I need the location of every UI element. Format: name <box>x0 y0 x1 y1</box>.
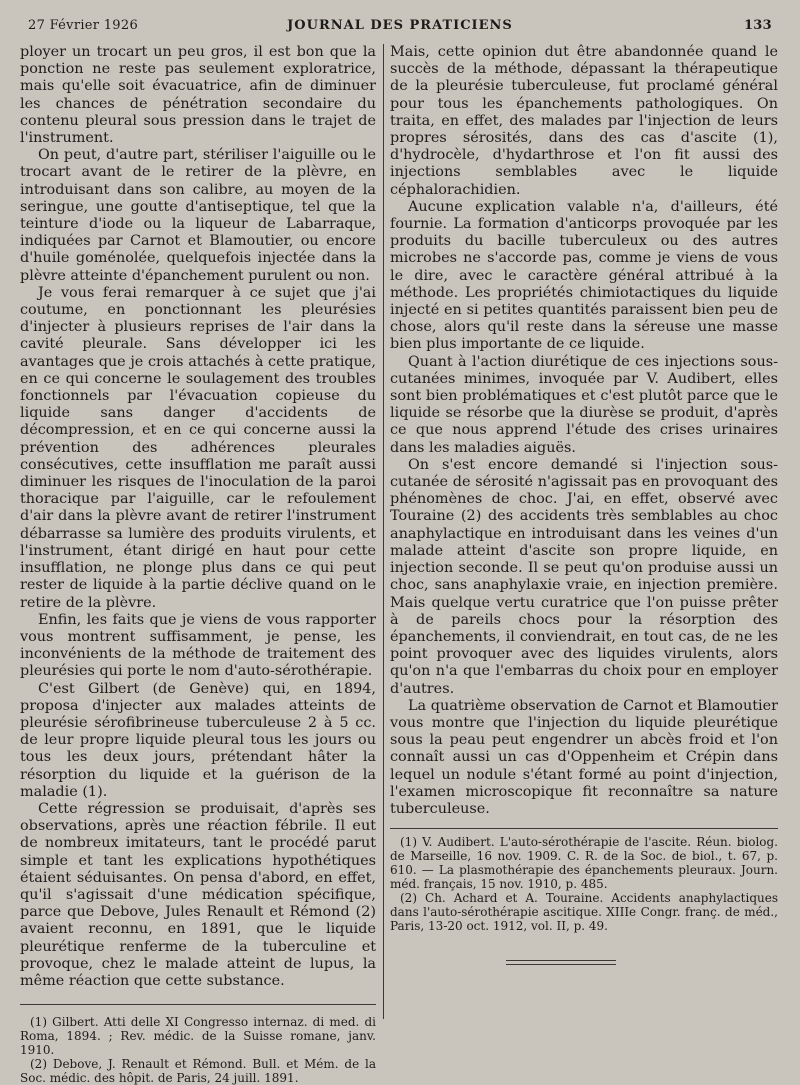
page-number: 133 <box>743 18 772 33</box>
header-date: 27 Février 1926 <box>28 18 139 33</box>
footnote: (2) Ch. Achard et A. Touraine. Accidents anaphylactiques dans l'auto-sérothérapie ascitique. XIIIe Congr. franç. de méd., Paris, 13-20 oct. 1912, vol. II, p. 49. <box>390 891 778 934</box>
footnote: (1) Gilbert. Atti delle XI Congresso internaz. di med. di Roma, 1894. ; Rev. médic. de la Suisse romane, janv. 1910. <box>20 1015 376 1058</box>
paragraph: Cette régression se produisait, d'après ses observations, après une réaction fébrile. Il eut de nombreux imitateurs, tant le procédé parut simple et tant les explications hypothétiques étaient séduisantes. On pensa d'abord, en effet, qu'il s'agissait d'une médication spécifique, parce que Debove, Jules Renault et Rémond (2) avaient reconnu, en 1891, que le liquide pleurétique renferme de la tuberculine et provoque, chez le malade atteint de lupus, la même réaction que cette substance. <box>20 800 376 989</box>
left-column <box>20 44 376 1085</box>
paragraph: Aucune explication valable n'a, d'ailleurs, été fournie. La formation d'anticorps provoquée par les produits du bacille tuberculeux ou des autres microbes ne s'accorde pas, comme je viens de vous le dire, avec le caractère général attribué à la méthode. Les propriétés chimiotactiques du liquide injecté en si petites quantités paraissent bien peu de chose, alors qu'il reste dans la séreuse une masse bien plus importante de ce liquide. <box>390 198 778 353</box>
journal-title: JOURNAL DES PRATICIENS <box>287 18 513 33</box>
footnote-rule <box>390 828 778 829</box>
right-column <box>390 44 778 933</box>
paragraph: On s'est encore demandé si l'injection sous-cutanée de sérosité n'agissait pas en provoquant des phénomènes de choc. J'ai, en effet, observé avec Touraine (2) des accidents très semblables au choc anaphylactique en introduisant dans les veines d'un malade atteint d'ascite son propre liquide, en injection seconde. Il se peut qu'on produise aussi un choc, sans anaphylaxie vraie, en injection première. Mais quelque vertu curatrice que l'on puisse prêter à de pareils chocs pour la résorption des épanchements, il conviendrait, en tout cas, de ne les point provoquer avec des liquides virulents, alors qu'on n'a que l'embarras du choix pour en employer d'autres. <box>390 456 778 697</box>
paragraph: ployer un trocart un peu gros, il est bon que la ponction ne reste pas seulement exploratrice, mais qu'elle soit évacuatrice, afin de diminuer les chances de pénétration secondaire du contenu pleural sous pression dans le trajet de l'instrument. <box>20 44 376 147</box>
footnotes-left <box>20 1015 376 1085</box>
footnotes-right <box>390 835 778 933</box>
end-ornament-rule <box>506 960 616 965</box>
footnote-rule <box>20 1004 376 1005</box>
paragraph: Je vous ferai remarquer à ce sujet que j'ai coutume, en ponctionnant les pleurésies d'injecter à plusieurs reprises de l'air dans la cavité pleurale. Sans développer ici les avantages que je crois attachés à cette pratique, en ce qui concerne le soulagement des troubles fonctionnels par l'évacuation copieuse du liquide sans danger d'accidents de décompression, et en ce qui concerne aussi la prévention des adhérences pleurales consécutives, cette insufflation me paraît aussi diminuer les risques de l'inoculation de la paroi thoracique par l'aiguille, car le refoulement d'air dans la plèvre avant de retirer l'instrument débarrasse sa lumière des produits virulents, et l'instrument, étant dirigé en haut pour cette insufflation, ne plonge plus dans ce qui peut rester de liquide à la partie déclive quand on le retire de la plèvre. <box>20 284 376 611</box>
column-divider <box>383 44 384 1019</box>
footnote: (1) V. Audibert. L'auto-sérothérapie de l'ascite. Réun. biolog. de Marseille, 16 nov. 1909. C. R. de la Soc. de biol., t. 67, p. 610. — La plasmothérapie des épanchements pleuraux. Journ. méd. français, 15 nov. 1910, p. 485. <box>390 835 778 892</box>
paragraph: Mais, cette opinion dut être abandonnée quand le succès de la méthode, dépassant la thérapeutique de la pleurésie tuberculeuse, fut proclamé général pour tous les épanchements pathologiques. On traita, en effet, des malades par l'injection de leurs propres sérosités, dans des cas d'ascite (1), d'hydrocèle, d'hydarthrose et l'on fit aussi des injections semblables avec le liquide céphalorachidien. <box>390 44 778 198</box>
paragraph: Enfin, les faits que je viens de vous rapporter vous montrent suffisamment, je pense, les inconvénients de la méthode de traitement des pleurésies qui porte le nom d'auto-sérothérapie. <box>20 611 376 680</box>
paragraph: On peut, d'autre part, stériliser l'aiguille ou le trocart avant de le retirer de la plèvre, en introduisant dans son calibre, au moyen de la seringue, une goutte d'antiseptique, tel que la teinture d'iode ou la liqueur de Labarraque, indiquées par Carnot et Blamoutier, ou encore d'huile goménolée, quelquefois injectée dans la plèvre atteinte d'épanchement purulent ou non. <box>20 147 376 284</box>
paragraph: La quatrième observation de Carnot et Blamoutier vous montre que l'injection du liquide pleurétique sous la peau peut engendrer un abcès froid et l'on connaît aussi un cas d'Oppenheim et Crépin dans lequel un nodule s'étant formé au point d'injection, l'examen microscopique fit reconnaître sa nature tuberculeuse. <box>390 697 778 817</box>
paragraph: C'est Gilbert (de Genève) qui, en 1894, proposa d'injecter aux malades atteints de pleurésie sérofibrineuse tuberculeuse 2 à 5 cc. de leur propre liquide pleural tous les jours ou tous les deux jours, prétendant hâter la résorption du liquide et la guérison de la maladie (1). <box>20 680 376 800</box>
running-header <box>28 18 772 38</box>
footnote: (2) Debove, J. Renault et Rémond. Bull. et Mém. de la Soc. médic. des hôpit. de Paris, 24 juill. 1891. <box>20 1057 376 1085</box>
paragraph: Quant à l'action diurétique de ces injections sous-cutanées minimes, invoquée par V. Audibert, elles sont bien problématiques et c'est plutôt parce que le liquide se résorbe que la diurèse se produit, d'après ce que nous apprend l'étude des crises urinaires dans les maladies aiguës. <box>390 353 778 456</box>
